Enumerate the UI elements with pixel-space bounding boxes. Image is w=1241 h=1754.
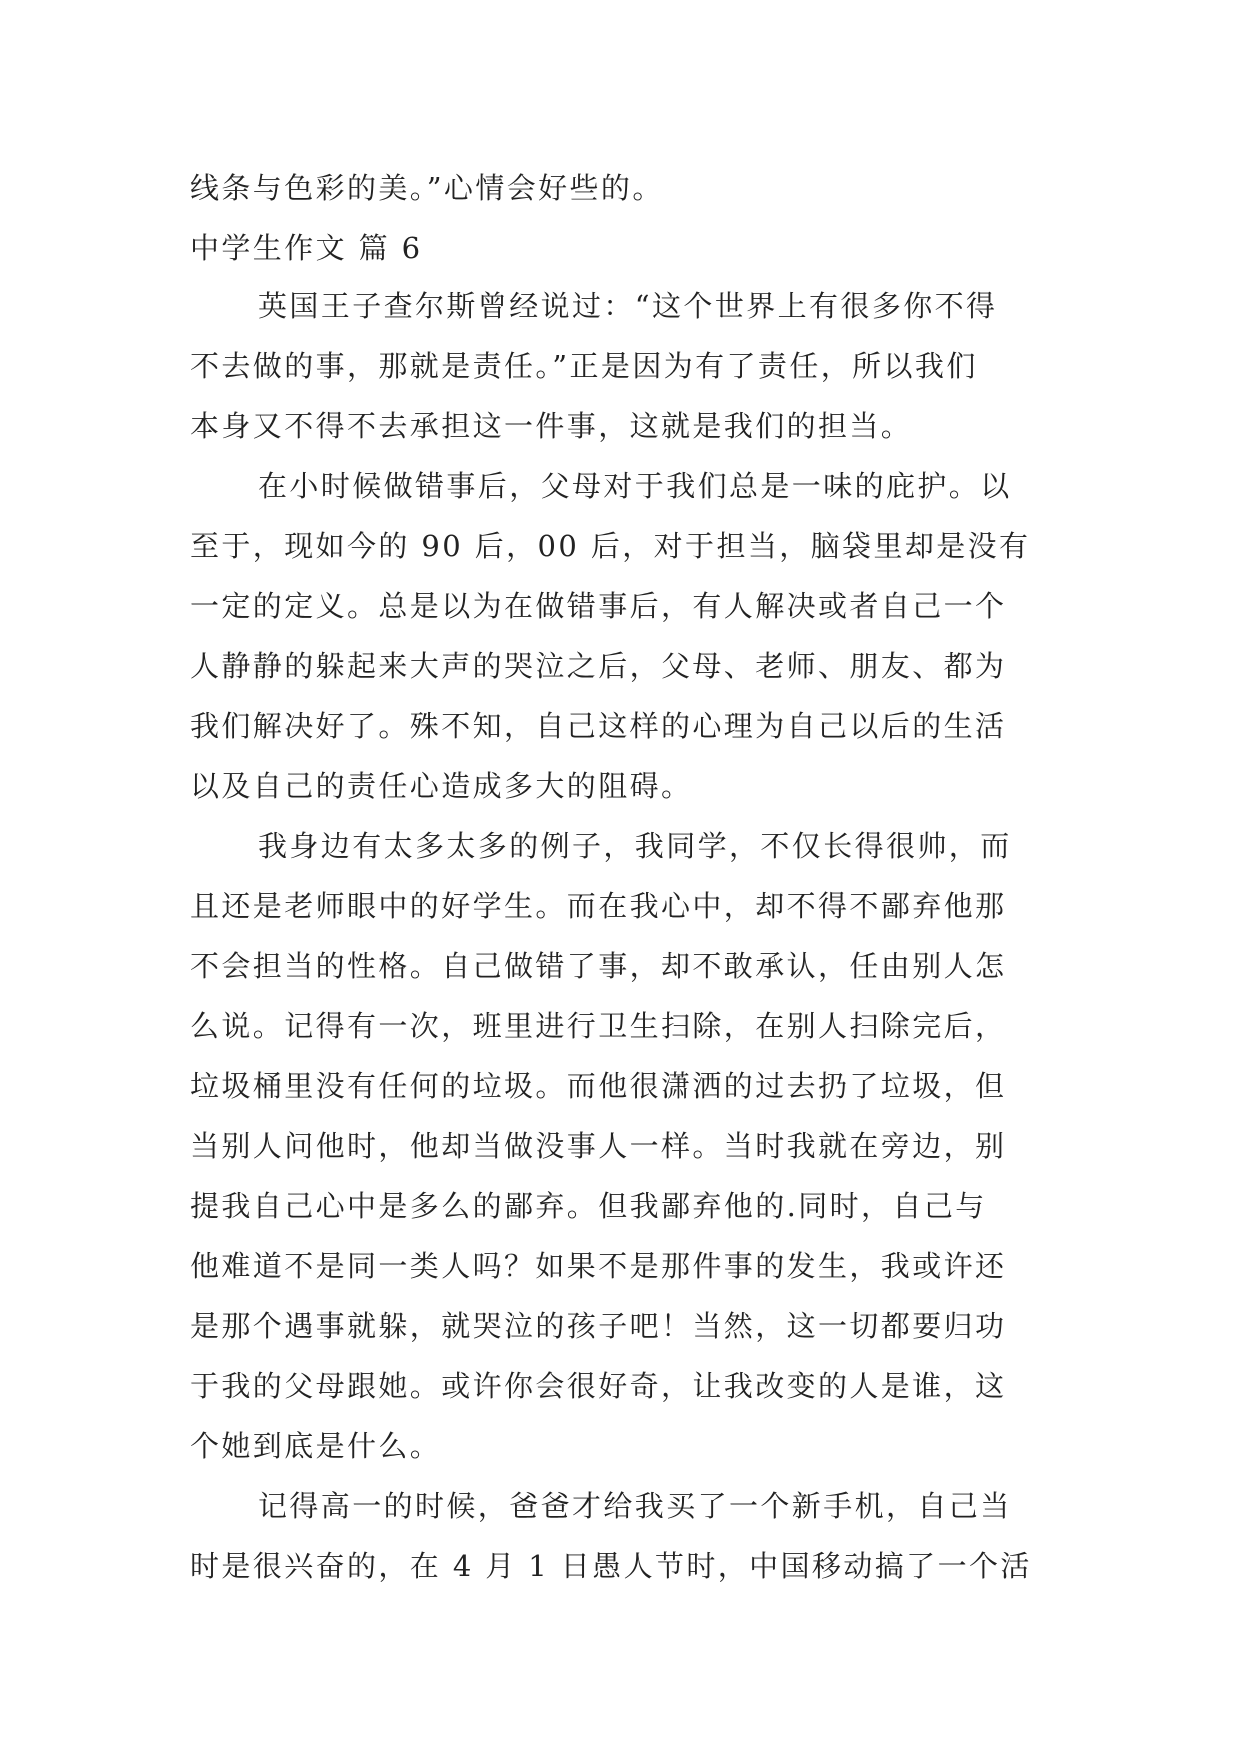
- paragraph-line: 不去做的事，那就是责任。”正是因为有了责任，所以我们: [190, 349, 978, 383]
- section-heading: 中学生作文 篇 6: [190, 231, 423, 265]
- paragraph-line: 一定的定义。总是以为在做错事后，有人解决或者自己一个: [190, 589, 1007, 623]
- paragraph-line: 不会担当的性格。自己做错了事，却不敢承认，任由别人怎: [190, 949, 1007, 983]
- paragraph-line: 时是很兴奋的，在 4 月 1 日愚人节时，中国移动搞了一个活: [190, 1549, 1032, 1583]
- paragraph-line: 以及自己的责任心造成多大的阻碍。: [190, 769, 693, 803]
- paragraph-line: 人静静的躲起来大声的哭泣之后，父母、老师、朋友、都为: [190, 649, 1007, 683]
- paragraph-line: 他难道不是同一类人吗？如果不是那件事的发生，我或许还: [190, 1249, 1007, 1283]
- paragraph-line: 在小时候做错事后，父母对于我们总是一味的庇护。以: [258, 469, 1012, 503]
- paragraph-line: 垃圾桶里没有任何的垃圾。而他很潇洒的过去扔了垃圾，但: [190, 1069, 1007, 1103]
- paragraph-line: 我们解决好了。殊不知，自己这样的心理为自己以后的生活: [190, 709, 1007, 743]
- paragraph-line: 提我自己心中是多么的鄙弃。但我鄙弃他的.同时，自己与: [190, 1189, 987, 1223]
- paragraph-line: 于我的父母跟她。或许你会很好奇，让我改变的人是谁，这: [190, 1369, 1007, 1403]
- paragraph-line: 本身又不得不去承担这一件事，这就是我们的担当。: [190, 409, 913, 443]
- paragraph-line: 当别人问他时，他却当做没事人一样。当时我就在旁边，别: [190, 1129, 1007, 1163]
- paragraph-line: 我身边有太多太多的例子，我同学，不仅长得很帅，而: [258, 829, 1012, 863]
- paragraph-line: 英国王子查尔斯曾经说过：“这个世界上有很多你不得: [258, 289, 998, 323]
- paragraph-line: 记得高一的时候，爸爸才给我买了一个新手机，自己当: [258, 1489, 1012, 1523]
- paragraph-line: 么说。记得有一次，班里进行卫生扫除，在别人扫除完后，: [190, 1009, 1007, 1043]
- paragraph-line: 是那个遇事就躲，就哭泣的孩子吧！当然，这一切都要归功: [190, 1309, 1007, 1343]
- paragraph-line: 线条与色彩的美。”心情会好些的。: [190, 171, 664, 205]
- paragraph-line: 且还是老师眼中的好学生。而在我心中，却不得不鄙弃他那: [190, 889, 1007, 923]
- paragraph-line: 个她到底是什么。: [190, 1429, 442, 1463]
- paragraph-line: 至于，现如今的 90 后，00 后，对于担当，脑袋里却是没有: [190, 529, 1031, 563]
